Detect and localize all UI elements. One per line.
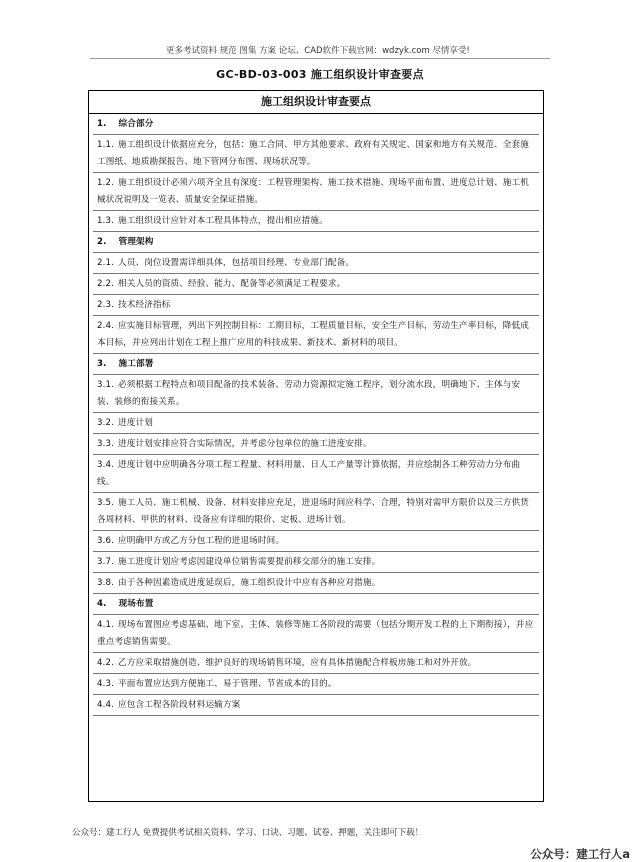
item-number: 3.5. — [97, 498, 114, 508]
item-text: 由于各种因素造成进度延误后，施工组织设计中应有各种应对措施。 — [118, 578, 381, 588]
table-row — [93, 695, 539, 716]
item-text: 管理架构 — [118, 237, 154, 247]
item-number: 4.2. — [97, 658, 114, 668]
item-number: 4.3. — [97, 679, 114, 689]
table-row — [93, 173, 539, 211]
table-row — [93, 375, 539, 413]
item-text: 技术经济指标 — [118, 300, 171, 310]
item-text: 施工人员、施工机械、设备、材料安排应充足，进退场时间应科学、合理，特别对需甲方限价以及三方供货各周材料、甲供的材料、设备应有详细的限价、定板、进场计划。 — [97, 498, 529, 525]
item-text: 应包含工程各阶段材料运输方案 — [118, 700, 241, 710]
item-number: 3.3. — [97, 439, 114, 449]
table-row — [93, 455, 539, 493]
item-text: 进度计划安排应符合实际情况，并考虑分包单位的施工进度安排。 — [118, 439, 372, 449]
item-text: 必须根据工程特点和项目配备的技术装备、劳动力资源拟定施工程序，划分流水段，明确地下、主体与安装、装修的衔接关系。 — [97, 380, 521, 407]
item-number: 1. — [97, 119, 107, 129]
section-heading — [93, 114, 539, 135]
item-text: 进度计划中应明确各分项工程工程量、材料用量、日人工产量等计算依据，并应绘制各工种劳动力分布曲线。 — [97, 460, 521, 487]
item-text: 人员、岗位设置需详细具体，包括项目经理、专业部门配备。 — [118, 258, 355, 268]
table-row — [93, 211, 539, 232]
item-number: 2.2. — [97, 279, 114, 289]
item-number: 3.7. — [97, 557, 114, 567]
item-number: 3.4. — [97, 460, 114, 470]
table-row — [93, 552, 539, 573]
table-row — [93, 434, 539, 455]
table-row — [93, 316, 539, 354]
table-row — [93, 615, 539, 653]
item-text: 乙方应采取措施创造、维护良好的现场销售环境，应有具体措施配合样板房施工和对外开放。 — [118, 658, 477, 668]
item-number: 2.1. — [97, 258, 114, 268]
table-row — [93, 413, 539, 434]
item-text: 进度计划 — [118, 418, 153, 428]
item-number: 4.1. — [97, 620, 114, 630]
watermark-text: 公众号：建工行人a — [530, 847, 630, 861]
review-table — [88, 90, 544, 802]
table-row — [93, 653, 539, 674]
item-text: 施工进度计划应考虑因建设单位销售需要提前移交部分的施工安排。 — [118, 557, 381, 567]
table-row — [93, 674, 539, 695]
item-number: 2. — [97, 237, 107, 247]
item-number: 3.2. — [97, 418, 114, 428]
table-row — [93, 531, 539, 552]
item-text: 施工组织设计依据应充分，包括：施工合同、甲方其他要求、政府有关规定、国家和地方有关规范、全套施工图纸、地质勘探报告、地下管网分布图、现场状况等。 — [97, 140, 529, 167]
table-title: 施工组织设计审查要点 — [89, 91, 543, 114]
item-text: 相关人员的资质、经验、能力、配备等必须满足工程要求。 — [118, 279, 346, 289]
table-row — [93, 253, 539, 274]
doc-code-title: GC-BD-03-003 施工组织设计审查要点 — [216, 68, 424, 81]
top-rule — [90, 58, 550, 59]
footer-note: 公众号：建工行人 免费提供考试相关资料、学习、口诀、习题、试卷、押题，关注即可下载！ — [72, 828, 424, 838]
section-heading — [93, 354, 539, 375]
item-number: 2.4. — [97, 321, 114, 331]
item-number: 1.3. — [97, 216, 114, 226]
item-text: 现场布置 — [118, 599, 154, 609]
item-number: 1.2. — [97, 178, 114, 188]
item-number: 2.3. — [97, 300, 114, 310]
item-number: 1.1. — [97, 140, 114, 150]
item-number: 3. — [97, 359, 107, 369]
item-text: 平面布置应达到方便施工、易于管理、节省成本的目的。 — [118, 679, 337, 689]
table-rows — [89, 114, 543, 716]
item-number: 4. — [97, 599, 107, 609]
item-number: 3.8. — [97, 578, 114, 588]
item-text: 施工组织设计必须六项齐全且有深度：工程管理架构、施工技术措施、现场平面布置、进度总计划、施工机械状况说明及一览表、质量安全保证措施。 — [97, 178, 529, 205]
section-heading — [93, 232, 539, 253]
item-text: 应明确甲方或乙方分包工程的进退场时间。 — [118, 536, 285, 546]
item-number: 3.6. — [97, 536, 114, 546]
table-row — [93, 135, 539, 173]
table-row — [93, 493, 539, 531]
item-text: 综合部分 — [118, 119, 154, 129]
table-row — [93, 573, 539, 594]
item-text: 施工组织设计应针对本工程具体特点，提出相应措施。 — [118, 216, 328, 226]
table-row — [93, 295, 539, 316]
item-number: 3.1. — [97, 380, 114, 390]
header-note: 更多考试资料 规范 图集 方案 论坛、CAD软件下载官网：wdzyk.com 尽情享受! — [166, 46, 470, 56]
item-number: 4.4. — [97, 700, 114, 710]
section-heading — [93, 594, 539, 615]
table-row — [93, 274, 539, 295]
item-text: 现场布置图应考虑基础、地下室、主体、装修等施工各阶段的需要（包括分期开发工程的上下期衔接），并应重点考虑销售需要。 — [97, 620, 534, 647]
item-text: 应实施目标管理，列出下列控制目标：工期目标，工程质量目标，安全生产目标，劳动生产率目标，降低成本目标，并应列出计划在工程上推广应用的科技成果、新技术、新材料的项目。 — [97, 321, 529, 348]
item-text: 施工部署 — [118, 359, 154, 369]
